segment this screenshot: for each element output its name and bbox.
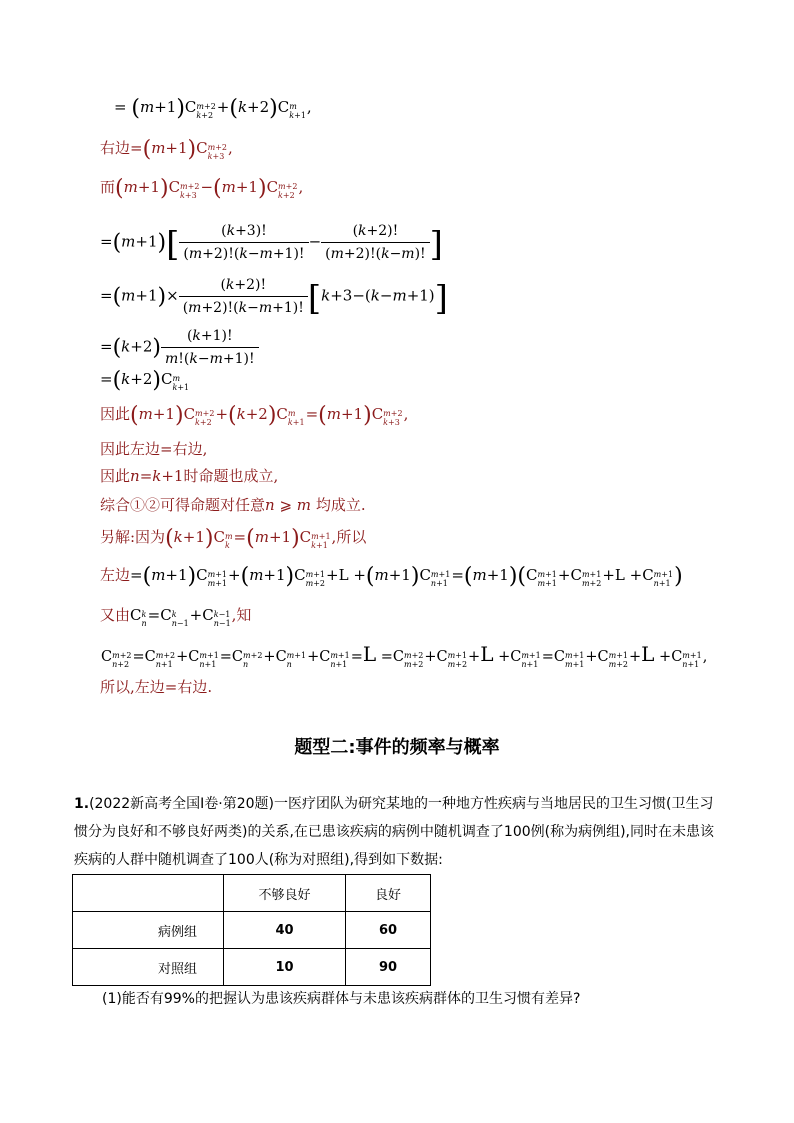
proof-line-7: =(k+2)C m k+1: [100, 368, 190, 393]
alt-suffix: ,所以: [331, 528, 367, 546]
table-header-cell: 不够良好: [224, 875, 346, 912]
summary-prefix: 综合①②可得命题对任意: [100, 496, 266, 514]
proof-line-9: 因此左边=右边,: [100, 440, 208, 458]
proof-line-13: 左边=(m+1)C m+1 m+1 +(m+1)C m+1 m+2 +L +(m+1)C m+1 n+1 =(m+1)(C m+1 m+1 +C m+1 m+2 +L +C m+1 n+1 ): [100, 564, 683, 589]
proof-line-10: 因此n=k+1时命题也成立,: [100, 467, 279, 485]
proof-line-8: 因此(m+1)C m+2 k+2 +(k+2)C m k+1 =(m+1)C m+2 k+3 ,: [100, 403, 409, 428]
therefore-label-2: 因此: [100, 467, 131, 485]
proof-line-6: =(k+2) $\frac{(k+1)!}{m!(k-m+1)!}$: [100, 327, 259, 368]
table-header-row: [73, 875, 431, 912]
also-by-label: 又由: [100, 606, 131, 624]
proof-line-4: =(m+1)[ $\frac{(k+3)!}{(m+2)!(k-m+1)!}$ − $\frac{(k+2)!}{(m+2)!(k-m)!}$ ]: [100, 223, 443, 265]
table-header-cell: 良好: [346, 875, 431, 912]
problem-1: [74, 790, 724, 874]
proof-line-5: =(m+1)× $\frac{(k+2)!}{(m+2)!(k-m+1)!}$ [k+3−(k−m+1)]: [100, 277, 448, 319]
proof-line-14: 又由C k n =C k n−1 +C k−1 n−1 ,知: [100, 606, 252, 628]
proof-line-15: C m+2 n+2 =C m+2 n+1 +C m+1 n+1 =C m+2 n +C m+1 n +C m+1 n+1 =L =C m+2 m+2 +C m+1 m+2 +L +C m+1 n+1 =C m+1 m+1 +C m+1 m+2 +L +C m+1 n+1 ,: [101, 642, 708, 669]
proof-line-12: 另解:因为(k+1)C m k =(m+1)C m+1 k+1 ,所以: [100, 526, 367, 551]
table-cell: 60: [346, 912, 431, 949]
therefore-label: 因此: [100, 405, 131, 423]
er-label: 而: [100, 178, 116, 196]
table-cell: 90: [346, 949, 431, 986]
table-header-cell: [73, 875, 224, 912]
section-title: 题型二:事件的频率与概率: [294, 737, 500, 758]
row-label: 对照组: [73, 949, 224, 986]
alt-prefix: 另解:因为: [100, 528, 166, 546]
proof-line-3: 而(m+1)C m+2 k+3 −(m+1)C m+2 k+2 ,: [100, 176, 304, 201]
problem-text: (2022新高考全国Ⅰ卷·第20题)一医疗团队为研究某地的一种地方性疾病与当地居民的卫生习惯(卫生习惯分为良好和不够良好两类)的关系,在已患该疾病的病例中随机调查了100例(称为病例组),同时在未患该疾病的人群中随机调查了100人(称为对照组),得到如下数据:: [74, 796, 715, 868]
know-label: ,知: [231, 606, 252, 624]
proof-line-11: 综合①②可得命题对任意n ⩾ m 均成立.: [100, 496, 366, 514]
question-1: (1)能否有99%的把握认为患该疾病群体与未患该疾病群体的卫生习惯有差异?: [102, 991, 581, 1007]
table-cell: 10: [224, 949, 346, 986]
right-side-label: 右边: [100, 139, 131, 157]
proof-line-1: = (m+1)C m+2 k+2 +(k+2)C m k+1 ,: [114, 96, 312, 121]
table-row: [73, 949, 431, 986]
holds-text: 时命题也成立,: [183, 467, 279, 485]
row-label: 病例组: [73, 912, 224, 949]
summary-suffix: 均成立.: [315, 496, 366, 514]
left-side-label: 左边: [100, 566, 131, 584]
proof-line-2: 右边=(m+1)C m+2 k+3 ,: [100, 137, 233, 162]
equals-sign: =: [114, 98, 127, 116]
table-row: [73, 912, 431, 949]
data-table: [72, 874, 431, 986]
proof-line-16: 所以,左边=右边.: [100, 678, 213, 696]
problem-number: 1.: [74, 796, 90, 812]
table-cell: 40: [224, 912, 346, 949]
